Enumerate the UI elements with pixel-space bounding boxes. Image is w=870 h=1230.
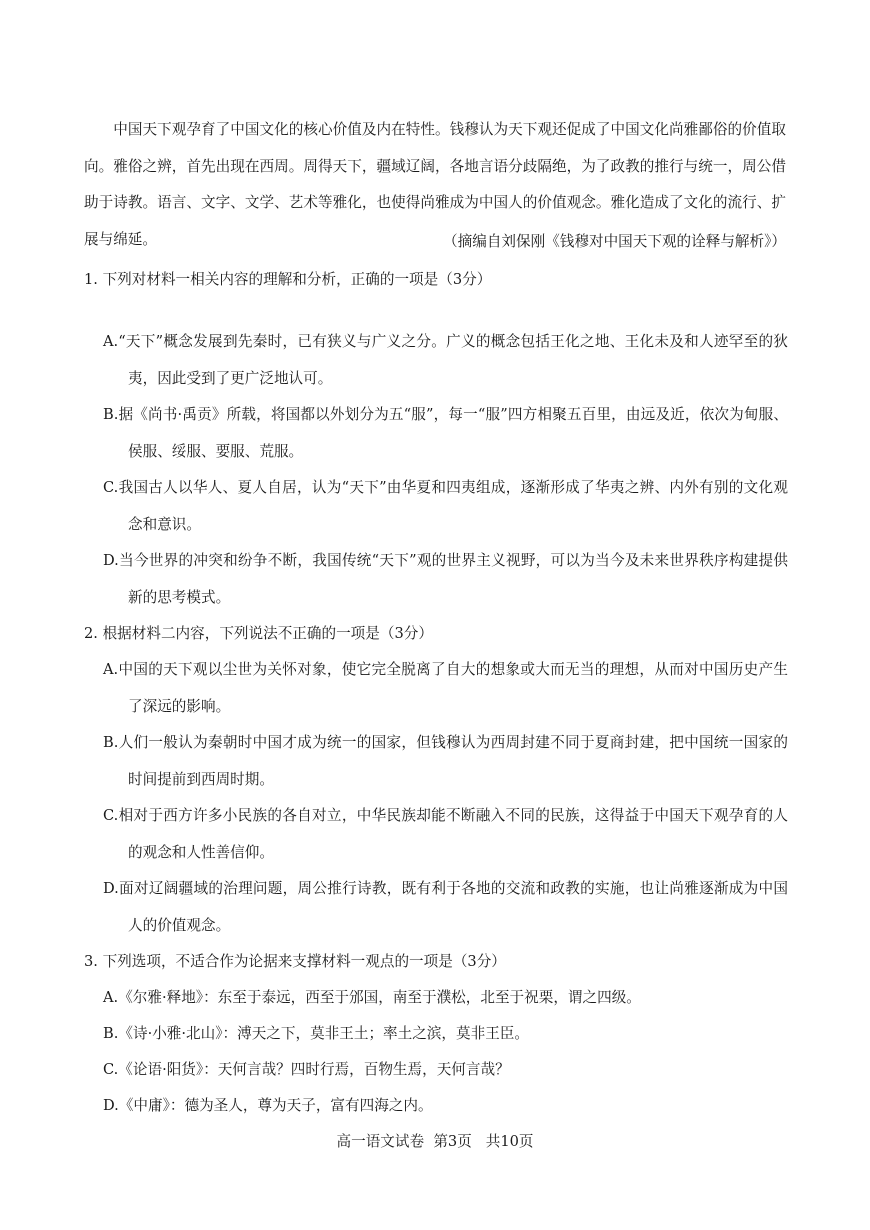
option-letter: C. <box>103 807 119 824</box>
passage-source: （摘编自刘保刚《钱穆对中国天下观的诠释与解析》） <box>443 233 786 250</box>
option-text: 我国古人以华人、夏人自居，认为“天下”由华夏和四夷组成，逐渐形成了华夷之辨、内外有别的文化观念和意识。 <box>118 479 788 533</box>
option-text: 《诗·小雅·北山》：溥天之下，莫非王土；率土之滨，莫非王臣。 <box>118 1025 529 1042</box>
question-2-option-c[interactable] <box>103 798 788 871</box>
question-1-option-c[interactable] <box>103 470 788 543</box>
question-3-option-d[interactable] <box>103 1088 787 1125</box>
option-letter: D. <box>103 1097 119 1114</box>
option-letter: B. <box>103 734 119 751</box>
question-2-option-b[interactable] <box>103 725 788 798</box>
question-2-stem: 2. 根据材料二内容，下列说法不正确的一项是（3分） <box>84 625 433 642</box>
option-text: 面对辽阔疆域的治理问题，周公推行诗教，既有利于各地的交流和政教的实施，也让尚雅逐渐成为中国人的价值观念。 <box>118 880 788 934</box>
option-text: 当今世界的冲突和纷争不断，我国传统“天下”观的世界主义视野，可以为当今及未来世界秩序构建提供新的思考模式。 <box>118 552 788 606</box>
option-letter: A. <box>103 661 119 678</box>
passage-paragraph: 中国天下观孕育了中国文化的核心价值及内在特性。钱穆认为天下观还促成了中国文化尚雅鄙俗的价值取向。雅俗之辨，首先出现在西周。周得天下，疆域辽阔，各地言语分歧隔绝，为了政教的推行与统一，周公借助于诗教。语言、文字、文学、艺术等雅化，也使得尚雅成为中国人的价值观念。雅化造成了文化的流行、扩展与绵延。 <box>84 121 786 248</box>
question-3-option-c[interactable] <box>103 1052 787 1089</box>
question-2-option-d[interactable] <box>103 871 788 944</box>
option-text: 《论语·阳货》：天何言哉？四时行焉，百物生焉，天何言哉？ <box>118 1061 510 1078</box>
question-3-stem: 3. 下列选项，不适合作为论据来支撑材料一观点的一项是（3分） <box>84 953 506 970</box>
question-1-option-b[interactable] <box>103 397 788 470</box>
option-letter: D. <box>103 552 119 569</box>
option-letter: A. <box>103 333 119 350</box>
option-text: 相对于西方许多小民族的各自对立，中华民族却能不断融入不同的民族，这得益于中国天下观孕育的人的观念和人性善信仰。 <box>118 807 788 861</box>
option-letter: B. <box>103 406 119 423</box>
option-text: 中国的天下观以尘世为关怀对象，使它完全脱离了自大的想象或大而无当的理想，从而对中国历史产生了深远的影响。 <box>118 661 788 715</box>
question-1-option-d[interactable] <box>103 543 788 616</box>
option-letter: B. <box>103 1025 119 1042</box>
question-1-option-a[interactable] <box>103 324 788 397</box>
option-letter: A. <box>103 989 119 1006</box>
page-footer: 高一语文试卷 第3页 共10页 <box>336 1133 534 1150</box>
option-text: 据《尚书·禹贡》所载，将国都以外划分为五“服”，每一“服”四方相聚五百里，由远及近，依次为甸服、侯服、绥服、要服、荒服。 <box>118 406 788 460</box>
question-3-option-a[interactable] <box>103 980 787 1017</box>
option-letter: C. <box>103 479 119 496</box>
option-letter: D. <box>103 880 119 897</box>
option-text: “天下”概念发展到先秦时，已有狭义与广义之分。广义的概念包括王化之地、王化未及和人迹罕至的狄夷，因此受到了更广泛地认可。 <box>118 333 788 387</box>
question-2-option-a[interactable] <box>103 652 788 725</box>
question-1-stem: 1. 下列对材料一相关内容的理解和分析，正确的一项是（3分） <box>84 271 492 288</box>
option-text: 人们一般认为秦朝时中国才成为统一的国家，但钱穆认为西周封建不同于夏商封建，把中国统一国家的时间提前到西周时期。 <box>118 734 788 788</box>
option-text: 《尔雅·释地》：东至于泰远，西至于邠国，南至于濮松，北至于祝栗，谓之四级。 <box>118 989 641 1006</box>
option-letter: C. <box>103 1061 119 1078</box>
option-text: 《中庸》：德为圣人，尊为天子，富有四海之内。 <box>118 1097 433 1114</box>
question-3-option-b[interactable] <box>103 1016 787 1053</box>
